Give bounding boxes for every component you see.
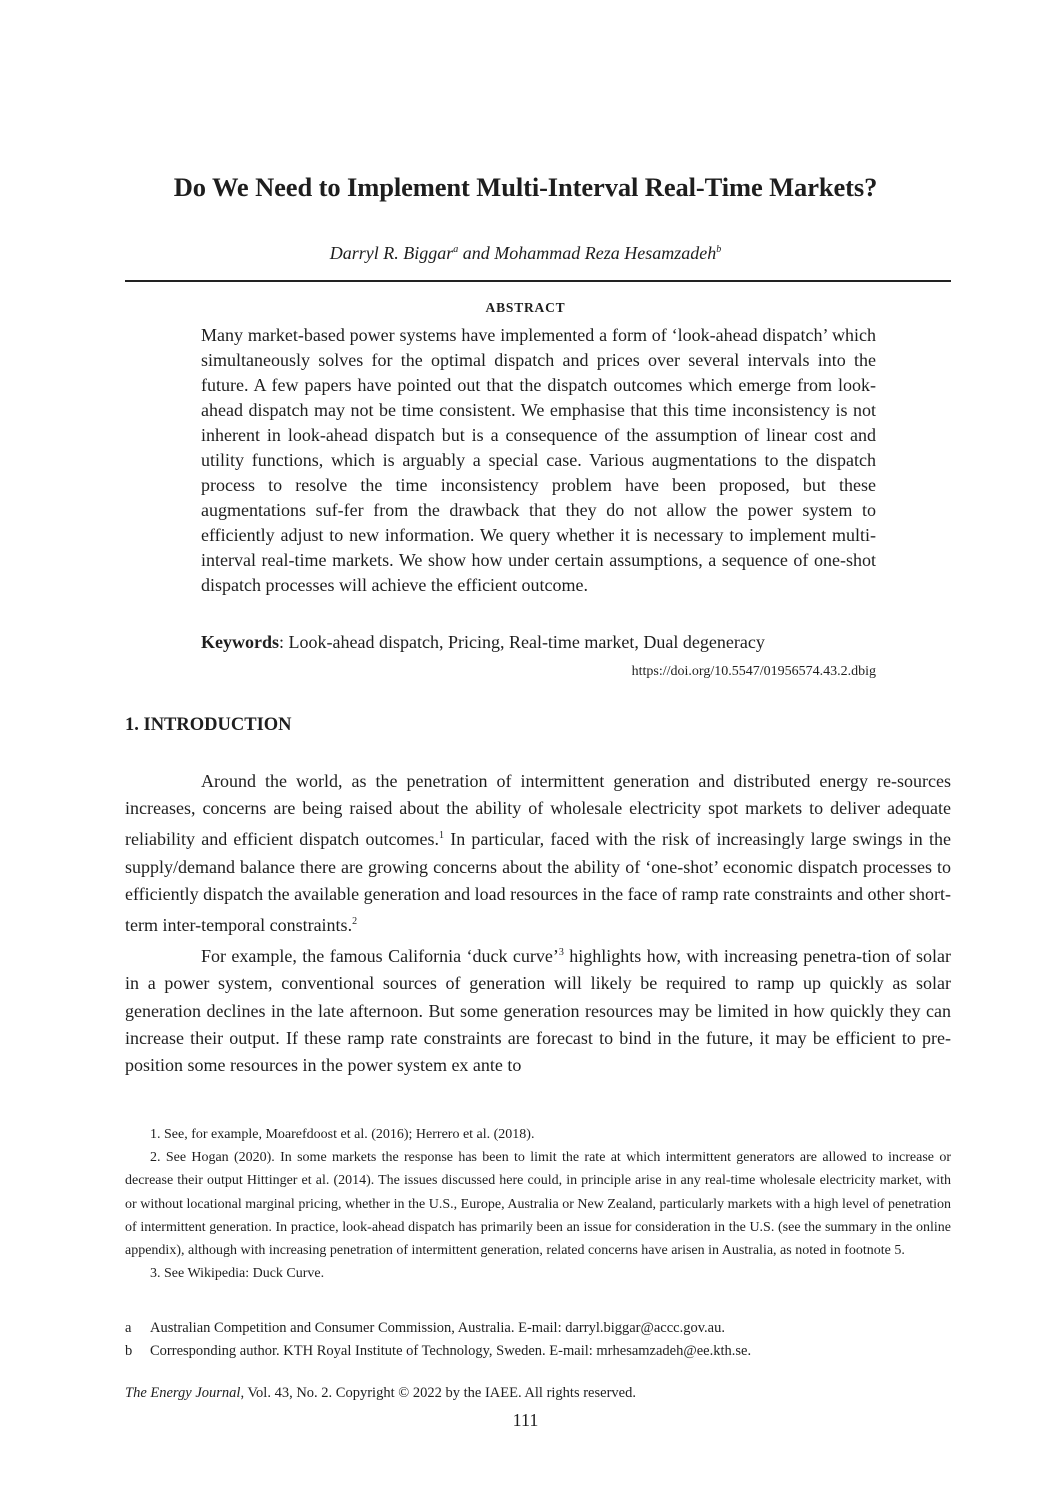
keywords-separator: : <box>279 632 289 652</box>
affiliations <box>125 1317 951 1363</box>
journal-footer <box>125 1385 636 1402</box>
footnote-ref[interactable]: 3 <box>558 947 564 959</box>
footnote-ref[interactable]: 1 <box>438 830 444 842</box>
body-text <box>125 768 951 1079</box>
footnote-ref[interactable]: 2 <box>352 916 358 928</box>
affiliation-item <box>125 1340 951 1363</box>
footnote-item: 1. See, for example, Moarefdoost et al. (2016); Herrero et al. (2018). <box>150 1127 535 1142</box>
author-line <box>0 243 1051 264</box>
affiliation-mark: b <box>716 244 722 255</box>
paragraph-text: In particular, faced with the risk of increasingly large swings in the supply/demand balance there are growing concerns about the ability of ‘one-shot’ economic dispatch processes to efficiently dispatch the available generation and load resources in the face of ramp rate constraints and other short-term inter-temporal constraints. <box>125 829 951 936</box>
keywords-line <box>201 630 881 655</box>
abstract-text: Many market-based power systems have implemented a form of ‘look-ahead dispatch’ which simultaneously solves for the optimal dispatch and prices over several intervals into the future. A few papers have pointed out that the dispatch outcomes which emerge from look-ahead dispatch may not be time consistent. We emphasise that this time inconsistency is not inherent in look-ahead dispatch but is a consequence of the assumption of linear cost and utility functions, which is arguably a special case. Various augmentations to the dispatch process to resolve the time inconsistency problem have been proposed, but these augmentations suf-fer from the drawback that they do not allow the power system to efficiently adjust to new information. We query whether it is necessary to implement multi-interval real-time markets. We show how under certain assumptions, a sequence of one-shot dispatch processes will achieve the efficient outcome. <box>201 325 876 595</box>
abstract-heading: ABSTRACT <box>485 300 566 315</box>
paper-title: Do We Need to Implement Multi-Interval Real-Time Markets? <box>173 172 878 202</box>
journal-copyright: , Vol. 43, No. 2. Copyright © 2022 by the IAEE. All rights reserved. <box>240 1385 636 1401</box>
footnotes <box>125 1123 951 1285</box>
affiliation-text: Australian Competition and Consumer Commission, Australia. E-mail: darryl.biggar@accc.gov.au. <box>150 1320 725 1336</box>
affiliation-mark: a <box>453 244 459 255</box>
author-conjunction: and <box>458 243 495 263</box>
affiliation-mark: b <box>125 1343 133 1359</box>
affiliation-mark: a <box>125 1320 132 1336</box>
title-divider <box>125 280 951 282</box>
page-number: 111 <box>512 1410 539 1430</box>
paragraph-text: highlights how, with increasing penetra-tion of solar in a power system, conventional sources of generation will likely be required to ramp up quickly as solar generation declines in the late afternoon. But some generation resources may be limited in how quickly they can increase their output. If these ramp rate constraints are forecast to bind in the future, it may be efficient to pre-position some resources in the power system ex ante to <box>125 946 951 1076</box>
affiliation-item <box>125 1317 951 1340</box>
author-name: Mohammad Reza Hesamzadeh <box>494 243 717 263</box>
footnote-item: 2. See Hogan (2020). In some markets the response has been to limit the rate at which intermittent generators are allowed to increase or decrease their output Hittinger et al. (2014). The issues discussed here could, in principle arise in any real-time wholesale electricity market, with or without locational marginal pricing, whether in the U.S., Europe, Australia or New Zealand, particularly markets with a high level of penetration of intermittent generation. In practice, look-ahead dispatch has primarily been an issue for consideration in the U.S. (see the summary in the online appendix), although with increasing penetration of intermittent generation, related concerns have arisen in Australia, as noted in footnote 5. <box>125 1150 951 1259</box>
keywords-list: Look-ahead dispatch, Pricing, Real-time market, Dual degeneracy <box>288 632 765 652</box>
author-name: Darryl R. Biggar <box>329 243 454 263</box>
body-paragraph <box>125 939 951 1079</box>
paragraph-text: For example, the famous California ‘duck curve’ <box>201 946 559 967</box>
section-heading: 1. INTRODUCTION <box>125 715 292 735</box>
keywords-label: Keywords <box>201 632 279 652</box>
paragraph-text: Around the world, as the penetration of intermittent generation and distributed energy re-sources increases, concerns are being raised about the ability of wholesale electricity spot markets to deliver adequate reliability and efficient dispatch outcomes. <box>125 771 951 850</box>
affiliation-text: Corresponding author. KTH Royal Institute of Technology, Sweden. E-mail: mrhesamzadeh@ee.kth.se. <box>150 1343 752 1359</box>
body-paragraph <box>125 768 951 939</box>
journal-name: The Energy Journal <box>125 1385 241 1401</box>
footnote-item: 3. See Wikipedia: Duck Curve. <box>150 1266 325 1282</box>
doi-link[interactable]: https://doi.org/10.5547/01956574.43.2.dbig <box>631 664 876 679</box>
